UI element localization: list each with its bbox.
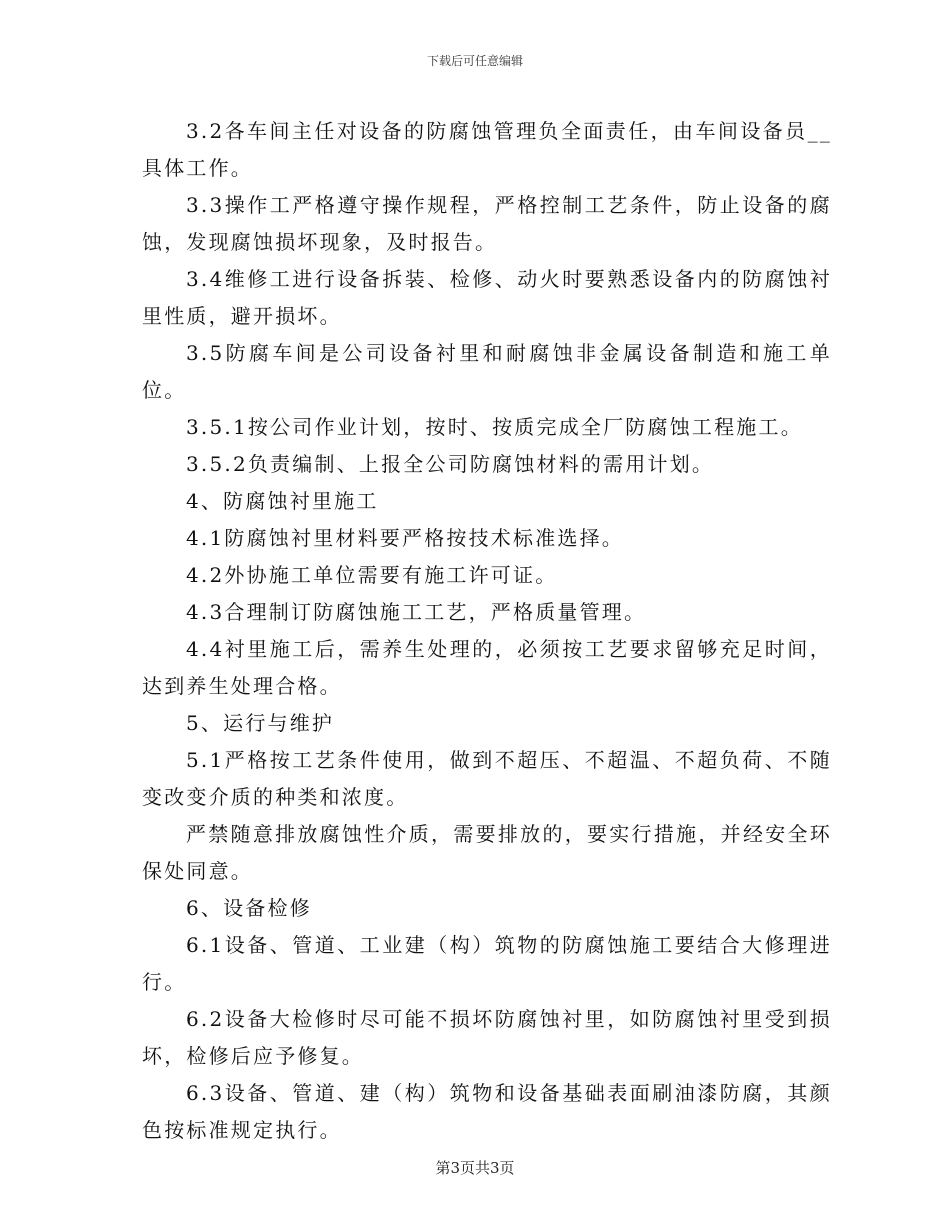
section-heading-4: 4、防腐蚀衬里施工 <box>186 489 379 513</box>
paragraph-4-2: 4.2外协施工单位需要有施工许可证。 <box>186 563 558 587</box>
paragraph-5-1: 5.1严格按工艺条件使用，做到不超压、不超温、不超负荷、不随变改变介质的种类和浓度。 <box>142 748 832 809</box>
paragraph-6-3: 6.3设备、管道、建（构）筑物和设备基础表面刷油漆防腐，其颜色按标准规定执行。 <box>142 1081 832 1142</box>
paragraph-3-5-2: 3.5.2负责编制、上报全公司防腐蚀材料的需用计划。 <box>186 452 715 476</box>
paragraph-3-3: 3.3操作工严格遵守操作规程，严格控制工艺条件，防止设备的腐蚀，发现腐蚀损坏现象，及时报告。 <box>142 193 832 254</box>
page-number-footer: 第3页共3页 <box>435 1159 515 1177</box>
page-header: 下载后可任意编辑 <box>426 54 523 68</box>
paragraph-6-2: 6.2设备大检修时尽可能不损坏防腐蚀衬里，如防腐蚀衬里受到损坏，检修后应予修复。 <box>142 1007 832 1068</box>
paragraph-3-5: 3.5防腐车间是公司设备衬里和耐腐蚀非金属设备制造和施工单位。 <box>142 341 832 402</box>
paragraph-4-1: 4.1防腐蚀衬里材料要严格按技术标准选择。 <box>186 526 625 550</box>
paragraph-6-1: 6.1设备、管道、工业建（构）筑物的防腐蚀施工要结合大修理进行。 <box>142 933 832 994</box>
paragraph-3-2: 3.2各车间主任对设备的防腐蚀管理负全面责任，由车间设备员__具体工作。 <box>142 119 832 180</box>
paragraph-4-3: 4.3合理制订防腐蚀施工工艺，严格质量管理。 <box>186 600 647 624</box>
section-heading-5: 5、运行与维护 <box>186 711 335 735</box>
paragraph-4-4: 4.4衬里施工后，需养生处理的，必须按工艺要求留够充足时间，达到养生处理合格。 <box>142 637 832 698</box>
paragraph-3-5-1: 3.5.1按公司作业计划，按时、按质完成全厂防腐蚀工程施工。 <box>186 415 803 439</box>
document-body <box>142 113 832 1149</box>
paragraph-3-4: 3.4维修工进行设备拆装、检修、动火时要熟悉设备内的防腐蚀衬里性质，避开损坏。 <box>142 267 832 328</box>
section-heading-6: 6、设备检修 <box>186 896 312 920</box>
paragraph-5-discharge: 严禁随意排放腐蚀性介质，需要排放的，要实行措施，并经安全环保处同意。 <box>142 822 832 883</box>
